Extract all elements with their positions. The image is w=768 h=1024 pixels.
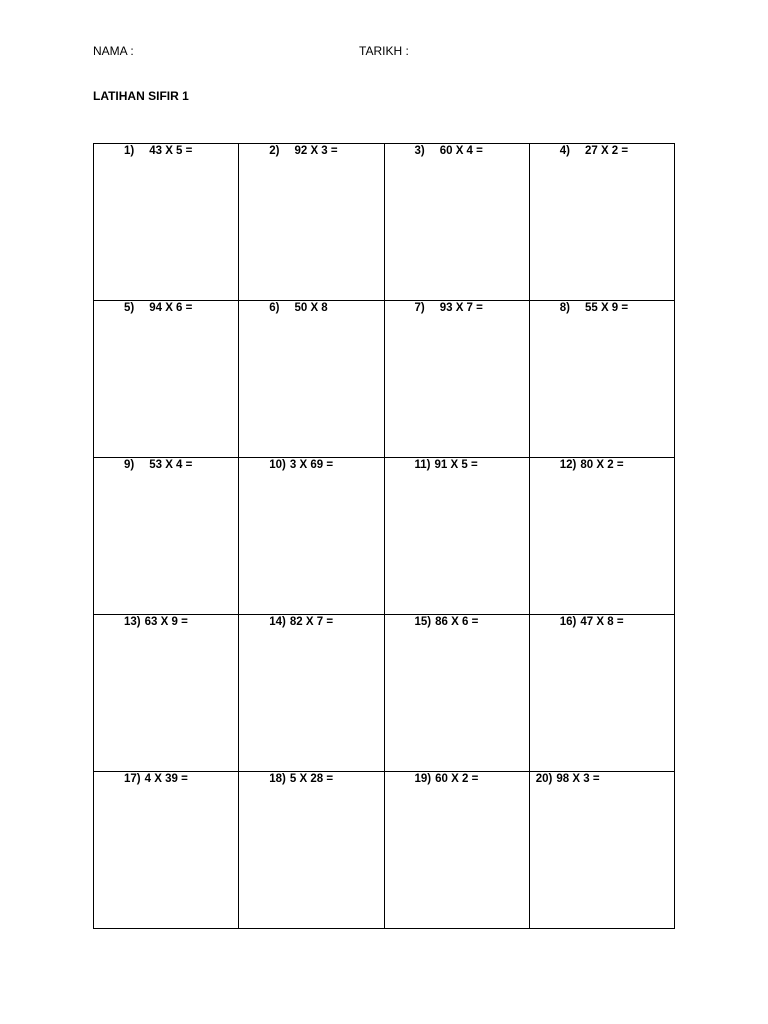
question-number: 19) bbox=[414, 773, 432, 785]
question-number: 10) bbox=[269, 459, 286, 471]
question-number: 1) bbox=[124, 145, 135, 157]
question-cell bbox=[530, 458, 675, 615]
question-number: 4) bbox=[559, 145, 570, 157]
question-expression: 50 X 8 bbox=[294, 302, 328, 314]
question-label bbox=[415, 616, 479, 628]
question-number: 12) bbox=[559, 459, 577, 471]
question-expression: 47 X 8 = bbox=[580, 616, 624, 628]
question-cell bbox=[94, 301, 239, 458]
question-label bbox=[415, 302, 483, 314]
question-expression: 60 X 4 = bbox=[439, 145, 483, 157]
question-cell bbox=[94, 458, 239, 615]
question-cell bbox=[530, 615, 675, 772]
question-expression: 53 X 4 = bbox=[149, 459, 193, 471]
worksheet-title: LATIHAN SIFIR 1 bbox=[93, 89, 189, 103]
question-label bbox=[560, 145, 628, 157]
question-label bbox=[560, 459, 624, 471]
question-label bbox=[124, 302, 192, 314]
question-cell bbox=[530, 772, 675, 929]
question-number: 16) bbox=[559, 616, 577, 628]
question-number: 15) bbox=[414, 616, 432, 628]
question-number: 18) bbox=[269, 773, 286, 785]
question-label bbox=[124, 145, 192, 157]
question-expression: 27 X 2 = bbox=[584, 145, 629, 157]
question-label bbox=[124, 773, 188, 785]
question-label bbox=[269, 145, 337, 157]
question-label bbox=[536, 773, 600, 785]
question-expression: 3 X 69 = bbox=[289, 459, 334, 471]
question-cell bbox=[94, 772, 239, 929]
question-number: 5) bbox=[124, 302, 135, 314]
question-number: 8) bbox=[559, 302, 570, 314]
question-expression: 86 X 6 = bbox=[435, 616, 479, 628]
question-cell bbox=[385, 301, 530, 458]
question-label bbox=[124, 459, 192, 471]
question-cell bbox=[239, 772, 384, 929]
question-label bbox=[269, 459, 333, 471]
question-cell bbox=[239, 458, 384, 615]
question-cell bbox=[385, 615, 530, 772]
question-cell bbox=[94, 615, 239, 772]
question-number: 11) bbox=[414, 459, 431, 471]
question-expression: 4 X 39 = bbox=[144, 773, 188, 785]
question-expression: 5 X 28 = bbox=[289, 773, 334, 785]
question-grid bbox=[93, 143, 675, 929]
question-cell bbox=[94, 144, 239, 301]
question-number: 3) bbox=[414, 145, 425, 157]
question-expression: 80 X 2 = bbox=[580, 459, 624, 471]
question-label bbox=[124, 616, 188, 628]
question-label bbox=[415, 145, 483, 157]
question-expression: 63 X 9 = bbox=[144, 616, 188, 628]
question-expression: 94 X 6 = bbox=[149, 302, 193, 314]
question-expression: 92 X 3 = bbox=[294, 145, 338, 157]
question-label bbox=[269, 773, 333, 785]
question-cell bbox=[385, 772, 530, 929]
question-label bbox=[415, 459, 478, 471]
question-cell bbox=[530, 301, 675, 458]
question-cell bbox=[385, 144, 530, 301]
question-number: 20) bbox=[535, 773, 553, 785]
question-label bbox=[560, 302, 628, 314]
question-expression: 91 X 5 = bbox=[434, 459, 478, 471]
question-number: 13) bbox=[124, 616, 141, 628]
question-number: 6) bbox=[269, 302, 280, 314]
question-cell bbox=[385, 458, 530, 615]
question-label bbox=[415, 773, 479, 785]
question-expression: 98 X 3 = bbox=[556, 773, 600, 785]
question-number: 9) bbox=[124, 459, 135, 471]
question-label bbox=[269, 616, 333, 628]
question-cell bbox=[239, 301, 384, 458]
question-expression: 93 X 7 = bbox=[439, 302, 483, 314]
question-number: 17) bbox=[124, 773, 141, 785]
question-number: 14) bbox=[269, 616, 286, 628]
question-expression: 60 X 2 = bbox=[435, 773, 479, 785]
question-cell bbox=[530, 144, 675, 301]
nama-label: NAMA : bbox=[93, 44, 134, 58]
question-cell bbox=[239, 144, 384, 301]
question-number: 2) bbox=[269, 145, 280, 157]
question-label bbox=[269, 302, 327, 314]
question-expression: 55 X 9 = bbox=[584, 302, 629, 314]
question-label bbox=[560, 616, 624, 628]
question-expression: 43 X 5 = bbox=[149, 145, 193, 157]
tarikh-label: TARIKH : bbox=[359, 44, 409, 58]
question-number: 7) bbox=[414, 302, 425, 314]
question-expression: 82 X 7 = bbox=[289, 616, 334, 628]
question-cell bbox=[239, 615, 384, 772]
